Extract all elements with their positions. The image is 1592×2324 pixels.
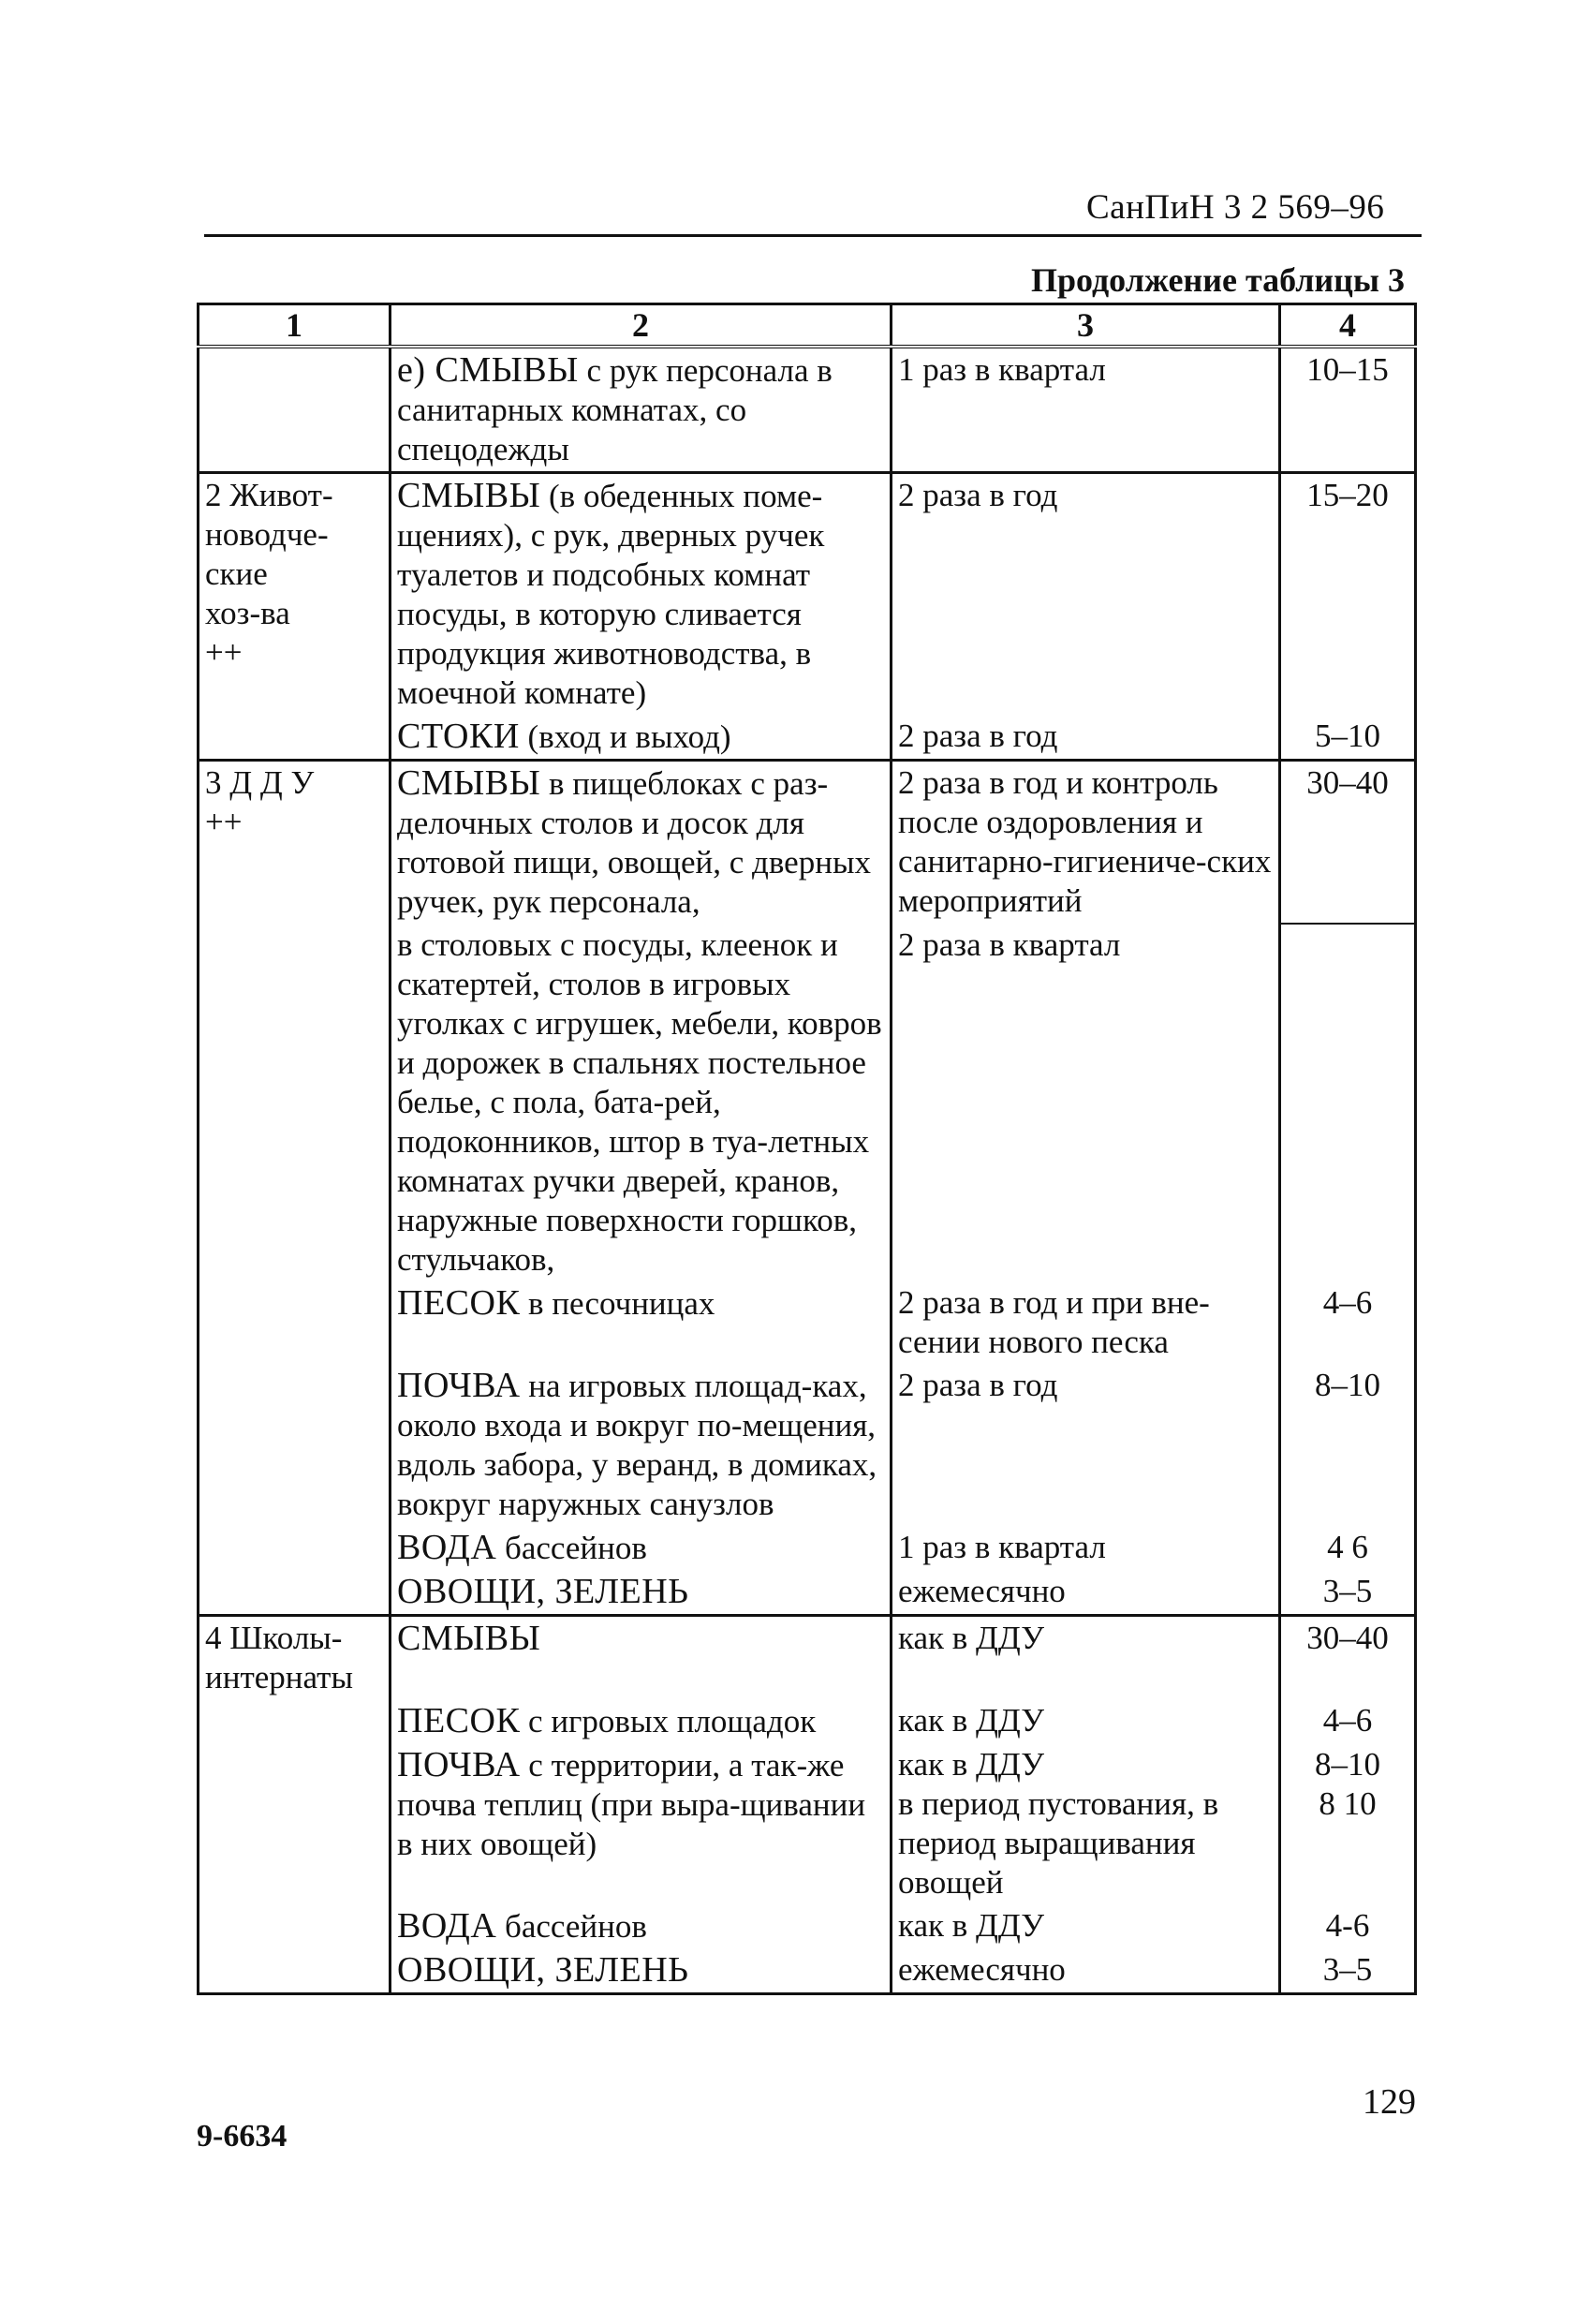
table-row xyxy=(199,924,1416,1281)
cell-frequency: 2 раза в год xyxy=(892,1364,1280,1526)
column-header-1: 1 xyxy=(199,304,391,348)
sample-type: ВОДА xyxy=(397,1528,497,1567)
cell-count: 15–20 xyxy=(1280,473,1416,716)
cell-frequency: 2 раза в год и при вне-сении нового песка xyxy=(892,1281,1280,1364)
sample-type: СТОКИ xyxy=(397,717,520,756)
sample-description: бассейнов xyxy=(496,1908,647,1945)
sample-description: на игровых площад-ках, около входа и вокруг по-мещения, вдоль забора, у веранд, в домиках, вокруг наружных санузлов xyxy=(397,1368,877,1522)
table-row xyxy=(199,715,1416,761)
cell-count: 4-6 xyxy=(1280,1904,1416,1948)
sample-description: в песочницах xyxy=(520,1285,715,1322)
cell-facility: 4 Школы- интернаты xyxy=(199,1616,391,1700)
cell-frequency: как в ДДУ в период пустования, в период выращивания овощей xyxy=(892,1743,1280,1904)
cell-count: 30–40 xyxy=(1280,1616,1416,1700)
cell-sample xyxy=(391,1616,892,1700)
cell-facility xyxy=(199,1364,391,1526)
cell-facility xyxy=(199,715,391,761)
sample-description: в пищеблоках с раз-делочных столов и досок для готовой пищи, овощей, с дверных ручек, рук персонала, xyxy=(397,765,871,920)
sample-description: в столовых с посуды, клеенок и скатертей, столов в игровых уголках с игрушек, мебели, ковров и дорожек в спальнях постельное белье, с пола, бата-рей, подоконников, штор в туа-летных комнатах ручки дверей, кранов, наружные поверхности горшков, стульчаков, xyxy=(397,926,882,1278)
cell-facility xyxy=(199,347,391,473)
sample-description: с территории, а так-же почва теплиц (при выра-щивании в них овощей) xyxy=(397,1747,866,1862)
cell-sample xyxy=(391,1364,892,1526)
cell-sample xyxy=(391,1570,892,1616)
sheet-code: 9-6634 xyxy=(197,2119,287,2154)
column-header-2: 2 xyxy=(391,304,892,348)
sample-type: ПОЧВА xyxy=(397,1745,521,1784)
cell-count: 10–15 xyxy=(1280,347,1416,473)
table-row xyxy=(199,1948,1416,1994)
cell-facility xyxy=(199,1699,391,1743)
cell-facility xyxy=(199,1904,391,1948)
sample-type: СМЫВЫ xyxy=(397,1619,541,1658)
table-row xyxy=(199,1570,1416,1616)
header-rule xyxy=(204,234,1422,237)
cell-sample xyxy=(391,473,892,716)
table-row xyxy=(199,761,1416,925)
cell-count: 4 6 xyxy=(1280,1526,1416,1570)
cell-frequency: как в ДДУ xyxy=(892,1616,1280,1700)
cell-sample xyxy=(391,1904,892,1948)
cell-sample xyxy=(391,1743,892,1904)
sample-type: ПЕСОК xyxy=(397,1283,521,1323)
table-row xyxy=(199,473,1416,716)
sample-type: ОВОЩИ, ЗЕЛЕНЬ xyxy=(397,1572,689,1611)
cell-sample xyxy=(391,1948,892,1994)
cell-facility xyxy=(199,1948,391,1994)
cell-frequency: как в ДДУ xyxy=(892,1904,1280,1948)
cell-frequency: ежемесячно xyxy=(892,1570,1280,1616)
cell-sample xyxy=(391,715,892,761)
cell-facility: 2 Живот- новодче- ские хоз-ва ++ xyxy=(199,473,391,716)
sample-description: с игровых площадок xyxy=(520,1703,817,1739)
table-row xyxy=(199,1364,1416,1526)
cell-frequency: 2 раза в год xyxy=(892,473,1280,716)
sanitary-control-table xyxy=(197,303,1417,1995)
cell-count: 4–6 xyxy=(1280,1281,1416,1364)
cell-count: 3–5 xyxy=(1280,1570,1416,1616)
cell-facility xyxy=(199,924,391,1281)
sample-description: бассейнов xyxy=(496,1530,647,1566)
cell-count: 8–10 xyxy=(1280,1364,1416,1526)
cell-frequency: как в ДДУ xyxy=(892,1699,1280,1743)
cell-facility xyxy=(199,1743,391,1904)
page-number: 129 xyxy=(1363,2082,1416,2122)
table-row xyxy=(199,1616,1416,1700)
cell-sample xyxy=(391,1699,892,1743)
sample-type: СМЫВЫ xyxy=(397,476,541,515)
table-row xyxy=(199,1526,1416,1570)
cell-facility: 3 Д Д У ++ xyxy=(199,761,391,925)
table-row xyxy=(199,1281,1416,1364)
cell-sample xyxy=(391,761,892,925)
cell-sample xyxy=(391,924,892,1281)
sample-type: ОВОЩИ, ЗЕЛЕНЬ xyxy=(397,1950,689,1990)
table-row xyxy=(199,1699,1416,1743)
sample-description: с рук персонала в санитарных комнатах, со спецодежды xyxy=(397,352,833,467)
cell-facility xyxy=(199,1526,391,1570)
sample-type: ПОЧВА xyxy=(397,1366,521,1405)
cell-sample xyxy=(391,1526,892,1570)
table-row xyxy=(199,1743,1416,1904)
document-code-header: СанПиН 3 2 569–96 xyxy=(1086,188,1385,227)
cell-facility xyxy=(199,1281,391,1364)
sample-type: СМЫВЫ xyxy=(397,763,541,803)
cell-sample xyxy=(391,1281,892,1364)
table-header-row xyxy=(199,304,1416,348)
cell-frequency: 1 раз в квартал xyxy=(892,1526,1280,1570)
sample-type: ВОДА xyxy=(397,1906,497,1946)
cell-count: 4–6 xyxy=(1280,1699,1416,1743)
column-header-3: 3 xyxy=(892,304,1280,348)
cell-facility xyxy=(199,1570,391,1616)
cell-count: 3–5 xyxy=(1280,1948,1416,1994)
cell-count: 30–40 xyxy=(1280,761,1416,925)
table-row xyxy=(199,347,1416,473)
table-row xyxy=(199,1904,1416,1948)
table-caption: Продолжение таблицы 3 xyxy=(1030,261,1405,299)
cell-frequency: ежемесячно xyxy=(892,1948,1280,1994)
cell-frequency: 2 раза в квартал xyxy=(892,924,1280,1281)
column-header-4: 4 xyxy=(1280,304,1416,348)
cell-sample xyxy=(391,347,892,473)
cell-count: 8–10 8 10 xyxy=(1280,1743,1416,1904)
cell-frequency: 2 раза в год xyxy=(892,715,1280,761)
cell-frequency: 2 раза в год и контроль после оздоровления и санитарно-гигиениче-ских мероприятий xyxy=(892,761,1280,925)
sample-type: е) СМЫВЫ xyxy=(397,350,579,390)
sample-description: (в обеденных поме-щениях), с рук, дверных ручек туалетов и подсобных комнат посуды, в которую сливается продукция животноводства, в моечной комнате) xyxy=(397,478,825,711)
cell-count: 5–10 xyxy=(1280,715,1416,761)
sample-description: (вход и выход) xyxy=(519,718,731,755)
cell-count xyxy=(1280,924,1416,1281)
cell-frequency: 1 раз в квартал xyxy=(892,347,1280,473)
sample-type: ПЕСОК xyxy=(397,1701,521,1740)
